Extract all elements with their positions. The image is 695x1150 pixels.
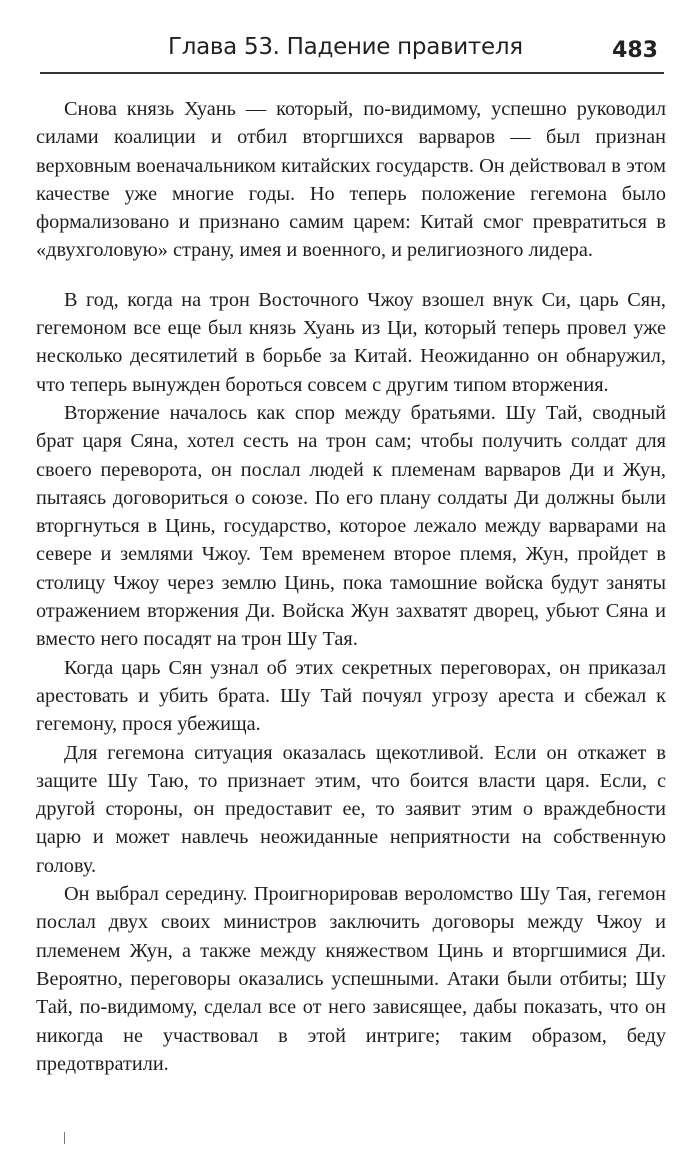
body-text (36, 95, 666, 1078)
header-rule (40, 72, 664, 74)
paragraph: Он выбрал середину. Проигнорировав вероломство Шу Тая, гегемон послал двух своих министров заключить договоры между Чжоу и племенем Жун, а также между княжеством Цинь и вторгшимися Ди. Вероятно, переговоры оказались успешными. Атаки были отбиты; Шу Тай, по-видимому, сделал все от него зависящее, дабы показать, что он никогда не участвовал в этой интриге; таким образом, беду предотвратили. (36, 883, 666, 1075)
chapter-title: Глава 53. Падение правителя (168, 34, 523, 60)
paragraph: Для гегемона ситуация оказалась щекотливой. Если он откажет в защите Шу Таю, то признает этим, что боится власти царя. Если, с другой стороны, он предоставит ее, то заявит этим о враждебности царю и может навлечь неожиданные неприятности на собственную голову. (36, 741, 666, 877)
paragraph: Когда царь Сян узнал об этих секретных переговорах, он приказал арестовать и убить брата. Шу Тай почуял угрозу ареста и сбежал к гегемону, прося убежища. (36, 656, 666, 736)
page-number: 483 (612, 38, 658, 63)
running-header (40, 32, 664, 72)
paragraph: В год, когда на трон Восточного Чжоу взошел внук Си, царь Сян, гегемоном все еще был князь Хуань из Ци, который теперь провел уже несколько десятилетий в борьбе за Китай. Неожиданно он обнаружил, что теперь вынужден бороться совсем с другим типом вторжения. (36, 288, 666, 396)
paragraph: Вторжение началось как спор между братьями. Шу Тай, сводный брат царя Сяна, хотел сесть на трон сам; чтобы получить солдат для своего переворота, он послал людей к племенам варваров Ди и Жун, пытаясь договориться о союзе. По его плану солдаты Ди должны были вторгнуться в Цинь, государство, которое лежало между варварами на севере и землями Чжоу. Тем временем второе племя, Жун, пройдет в столицу Чжоу через землю Цинь, пока тамошние войска будут заняты отражением вторжения Ди. Войска Жун захватят дворец, убьют Сяна и вместо него посадят на трон Шу Тая. (36, 401, 666, 651)
scan-mark (64, 1132, 65, 1144)
paragraph: Снова князь Хуань — который, по-видимому, успешно руководил силами коалиции и отбил вторгшихся варваров — был признан верховным военачальником китайских государств. Он действовал в этом качестве уже многие годы. Но теперь положение гегемона было формализовано и признано самим царем: Китай смог превратиться в «двухголовую» страну, имея и военного, и религиозного лидера. (36, 98, 666, 262)
